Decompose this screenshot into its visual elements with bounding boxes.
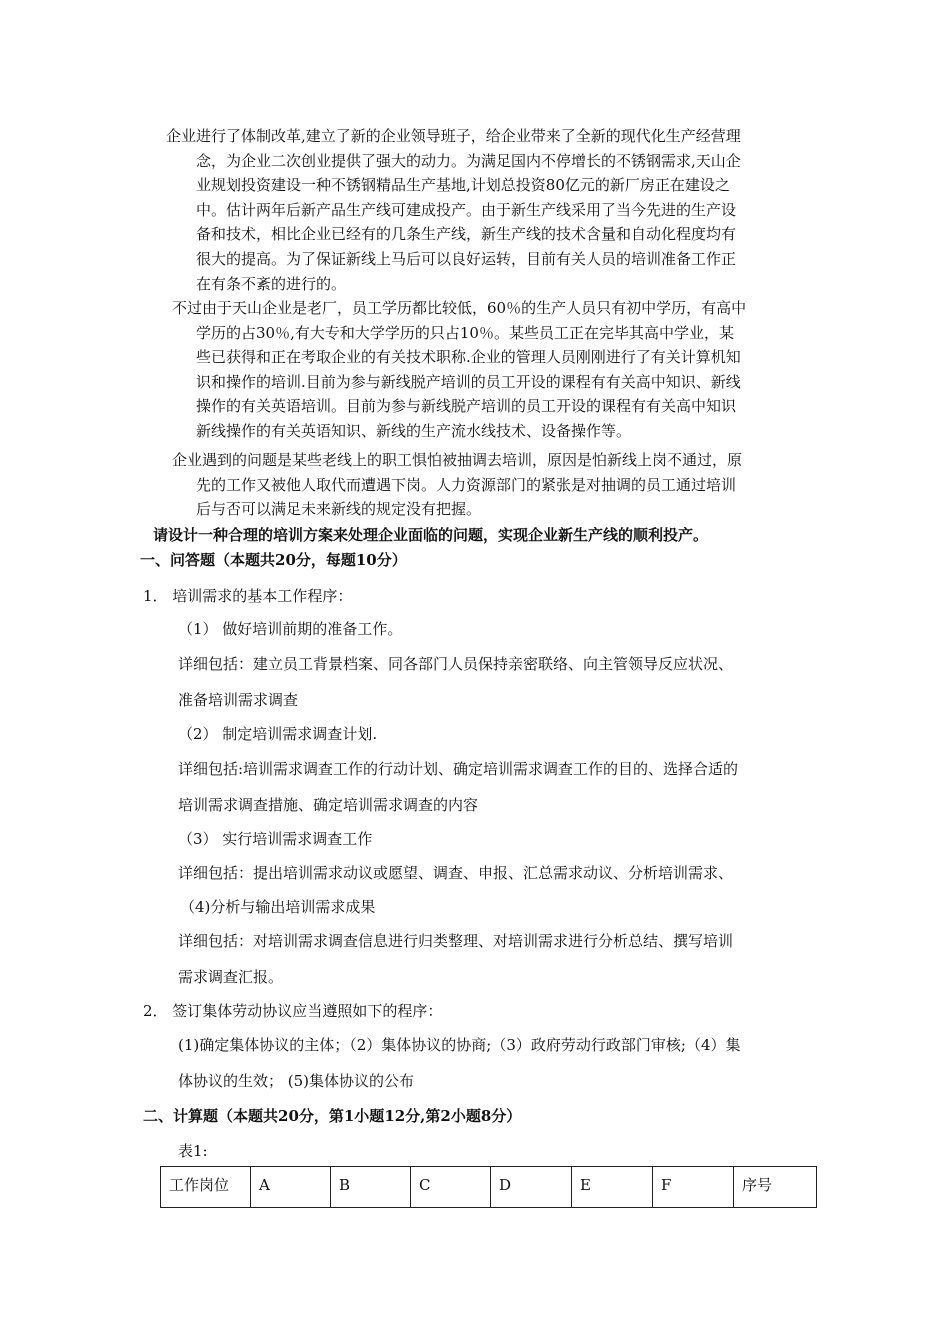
text-line: 先的工作又被他人取代而遭遇下岗。人力资源部门的紧张是对抽调的员工通过培训	[196, 475, 737, 494]
text-line: 念，为企业二次创业提供了强大的动力。为满足国内不停增长的不锈钢需求,天山企	[196, 151, 741, 170]
job-table	[160, 1166, 817, 1208]
table-header-cell: C	[411, 1167, 491, 1208]
section-2-heading: 二、计算题（本题共20分，第1小题12分,第2小题8分）	[143, 1107, 522, 1125]
table-header-cell: F	[653, 1167, 734, 1208]
text-line: 不过由于天山企业是老厂，员工学历都比较低，60％的生产人员只有初中学历，有高中	[172, 299, 747, 317]
table-header-cell: E	[572, 1167, 653, 1208]
task-statement: 请设计一种合理的培训方案来处理企业面临的问题，实现企业新生产线的顺利投产。	[153, 526, 709, 544]
table-header-cell: A	[251, 1167, 331, 1208]
step-4-detail: 详细包括：对培训需求调查信息进行归类整理、对培训需求进行分析总结、撰写培训	[178, 932, 734, 950]
text-line: 后与否可以满足未来新线的规定没有把握。	[196, 500, 482, 519]
step-1-detail: 详细包括：建立员工背景档案、同各部门人员保持亲密联络、向主管领导反应状况、	[178, 655, 734, 673]
text-line: 中。估计两年后新产品生产线可建成投产。由于新生产线采用了当今先进的生产设	[196, 200, 737, 219]
question-2-line: (1)确定集体协议的主体；（2）集体协议的协商;（3）政府劳动行政部门审核;（4）集	[178, 1036, 741, 1054]
text-line: 识和操作的培训.目前为参与新线脱产培训的员工开设的课程有有关高中知识、新线	[196, 372, 741, 391]
text-line: 些已获得和正在考取企业的有关技术职称.企业的管理人员刚刚进行了有关计算机知	[196, 348, 741, 367]
section-1-heading: 一、问答题（本题共20分，每题10分）	[140, 551, 407, 569]
table-header-row	[161, 1167, 817, 1208]
text-line: 学历的占30％,有大专和大学学历的只占10％。某些员工正在完毕其高中学业，某	[196, 323, 734, 342]
text-line: 在有条不紊的进行的。	[196, 274, 347, 293]
step-2-detail-cont: 培训需求调查措施、确定培训需求调查的内容	[178, 796, 479, 814]
text-line: 操作的有关英语培训。目前为参与新线脱产培训的员工开设的课程有有关高中知识	[196, 397, 737, 416]
question-2-line-cont: 体协议的生效； (5)集体协议的公布	[178, 1072, 415, 1090]
step-4-heading: （4)分析与输出培训需求成果	[180, 898, 376, 916]
text-line: 备和技术，相比企业已经有的几条生产线，新生产线的技术含量和自动化程度均有	[196, 225, 737, 244]
step-4-detail-cont: 需求调查汇报。	[178, 968, 284, 986]
question-1-title: 1． 培训需求的基本工作程序：	[143, 587, 353, 605]
step-1-detail-cont: 准备培训需求调查	[178, 691, 299, 709]
table-header-cell: 工作岗位	[161, 1167, 251, 1208]
table-header-cell: 序号	[734, 1167, 817, 1208]
case-paragraph-2	[172, 296, 808, 444]
step-3-detail: 详细包括：提出培训需求动议或愿望、调查、申报、汇总需求动议、分析培训需求、	[178, 864, 734, 882]
case-paragraph-1	[166, 124, 808, 296]
step-2-heading: （2） 制定培训需求调查计划.	[178, 725, 378, 743]
step-1-heading: （1） 做好培训前期的准备工作。	[178, 620, 403, 638]
text-line: 很大的提高。为了保证新线上马后可以良好运转，目前有关人员的培训准备工作正	[196, 249, 737, 268]
table-label: 表1:	[178, 1142, 208, 1160]
text-line: 企业进行了体制改革,建立了新的企业领导班子，给企业带来了全新的现代化生产经营理	[166, 127, 741, 145]
case-paragraph-3	[172, 448, 808, 522]
text-line: 业规划投资建设一种不锈钢精品生产基地,计划总投资80亿元的新厂房正在建设之	[196, 176, 730, 195]
table-header-cell: D	[491, 1167, 572, 1208]
step-2-detail: 详细包括:培训需求调查工作的行动计划、确定培训需求调查工作的目的、选择合适的	[178, 760, 739, 778]
text-line: 新线操作的有关英语知识、新线的生产流水线技术、设备操作等。	[196, 421, 632, 440]
step-3-heading: （3） 实行培训需求调查工作	[178, 830, 373, 848]
question-2-title: 2． 签订集体劳动协议应当遵照如下的程序：	[143, 1002, 443, 1020]
text-line: 企业遇到的问题是某些老线上的职工惧怕被抽调去培训，原因是怕新线上岗不通过，原	[172, 451, 743, 469]
table-header-cell: B	[331, 1167, 411, 1208]
